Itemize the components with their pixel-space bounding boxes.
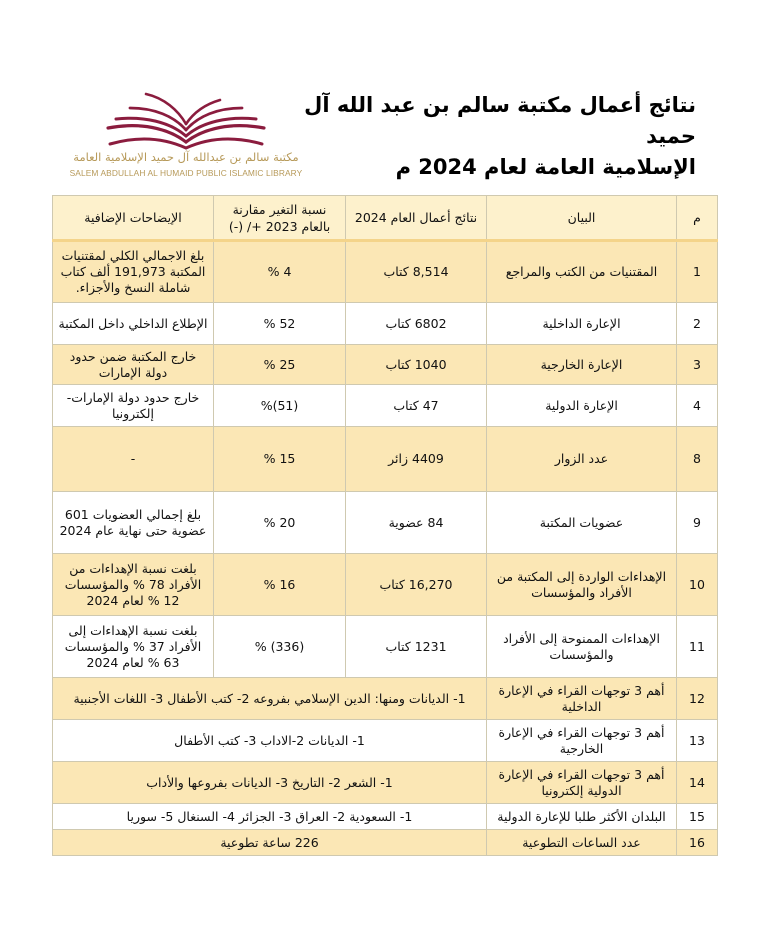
row-notes: بلغ الاجمالي الكلي لمقتنيات المكتبة 191,973 ألف كتاب شاملة النسخ والأجزاء. (53, 241, 214, 303)
row-item: عدد الساعات التطوعية (487, 830, 677, 856)
table-row (53, 720, 718, 762)
row-result: 6802 كتاب (346, 303, 487, 345)
row-num: 14 (677, 762, 718, 804)
row-result: 8,514 كتاب (346, 241, 487, 303)
table-row (53, 345, 718, 385)
table-row (53, 303, 718, 345)
results-table (52, 195, 718, 856)
row-item: البلدان الأكثر طلبا للإعارة الدولية (487, 804, 677, 830)
row-change: (51)% (214, 385, 346, 427)
row-merged-value: 1- السعودية 2- العراق 3- الجزائر 4- السنغال 5- سوريا (53, 804, 487, 830)
header-item: البيان (487, 196, 677, 241)
row-num: 16 (677, 830, 718, 856)
row-notes: الإطلاع الداخلي داخل المكتبة (53, 303, 214, 345)
table-row (53, 241, 718, 303)
row-num: 2 (677, 303, 718, 345)
row-item: الإعارة الدولية (487, 385, 677, 427)
row-num: 4 (677, 385, 718, 427)
row-item: أهم 3 توجهات القراء في الإعارة الداخلية (487, 678, 677, 720)
row-change: 16 % (214, 554, 346, 616)
row-result: 1040 كتاب (346, 345, 487, 385)
page-title (296, 90, 696, 183)
row-num: 12 (677, 678, 718, 720)
row-merged-value: 1- الشعر 2- التاريخ 3- الديانات بفروعها والأداب (53, 762, 487, 804)
row-num: 13 (677, 720, 718, 762)
row-change: 4 % (214, 241, 346, 303)
library-logo (52, 88, 320, 183)
page-title-line-2: الإسلامية العامة لعام 2024 م (395, 155, 696, 179)
table-row (53, 762, 718, 804)
row-result: 16,270 كتاب (346, 554, 487, 616)
row-notes: خارج المكتبة ضمن حدود دولة الإمارات (53, 345, 214, 385)
row-item: أهم 3 توجهات القراء في الإعارة الدولية إلكترونيا (487, 762, 677, 804)
table-row (53, 554, 718, 616)
page-title-line-1: نتائج أعمال مكتبة سالم بن عبد الله آل حميد (304, 93, 696, 148)
header-change: نسبة التغير مقارنة بالعام 2023 +/ (-) (214, 196, 346, 241)
row-change: 25 % (214, 345, 346, 385)
table-row (53, 492, 718, 554)
row-result: 4409 زائر (346, 427, 487, 492)
row-notes: بلغت نسبة الإهداءات إلى الأفراد 37 % والمؤسسات 63 % لعام 2024 (53, 616, 214, 678)
row-result: 84 عضوية (346, 492, 487, 554)
table-row (53, 830, 718, 856)
row-num: 15 (677, 804, 718, 830)
row-item: الإهداءات الواردة إلى المكتبة من الأفراد والمؤسسات (487, 554, 677, 616)
row-num: 9 (677, 492, 718, 554)
row-item: الإعارة الداخلية (487, 303, 677, 345)
table-row (53, 616, 718, 678)
logo-arabic-name: مكتبة سالم بن عبدالله آل حميد الإسلامية العامة (73, 150, 299, 164)
row-change: 15 % (214, 427, 346, 492)
row-num: 10 (677, 554, 718, 616)
row-change: 20 % (214, 492, 346, 554)
header-notes: الإيضاحات الإضافية (53, 196, 214, 241)
row-result: 47 كتاب (346, 385, 487, 427)
table-row (53, 804, 718, 830)
row-item: الإهداءات الممنوحة إلى الأفراد والمؤسسات (487, 616, 677, 678)
header-num: م (677, 196, 718, 241)
row-notes: - (53, 427, 214, 492)
row-item: أهم 3 توجهات القراء في الإعارة الخارجية (487, 720, 677, 762)
row-notes: خارج حدود دولة الإمارات- إلكترونيا (53, 385, 214, 427)
row-merged-value: 1- الديانات ومنها: الدين الإسلامي بفروعه 2- كتب الأطفال 3- اللغات الأجنبية (53, 678, 487, 720)
logo-english-name: SALEM ABDULLAH AL HUMAID PUBLIC ISLAMIC LIBRARY (69, 168, 303, 178)
row-result: 1231 كتاب (346, 616, 487, 678)
table-header-row (53, 196, 718, 241)
row-merged-value: 226 ساعة تطوعية (53, 830, 487, 856)
row-num: 3 (677, 345, 718, 385)
row-merged-value: 1- الديانات 2-الاداب 3- كتب الأطفال (53, 720, 487, 762)
table-row (53, 427, 718, 492)
open-book-icon (98, 88, 274, 150)
row-item: عضويات المكتبة (487, 492, 677, 554)
row-notes: بلغت نسبة الإهداءات من الأفراد 78 % والمؤسسات 12 % لعام 2024 (53, 554, 214, 616)
table-row (53, 385, 718, 427)
row-change: 52 % (214, 303, 346, 345)
row-num: 1 (677, 241, 718, 303)
row-num: 11 (677, 616, 718, 678)
row-notes: بلغ إجمالي العضويات 601 عضوية حتى نهاية عام 2024 (53, 492, 214, 554)
row-item: عدد الزوار (487, 427, 677, 492)
row-item: الإعارة الخارجية (487, 345, 677, 385)
row-num: 8 (677, 427, 718, 492)
header-result: نتائج أعمال العام 2024 (346, 196, 487, 241)
row-item: المقتنيات من الكتب والمراجع (487, 241, 677, 303)
row-change: (336) % (214, 616, 346, 678)
table-row (53, 678, 718, 720)
